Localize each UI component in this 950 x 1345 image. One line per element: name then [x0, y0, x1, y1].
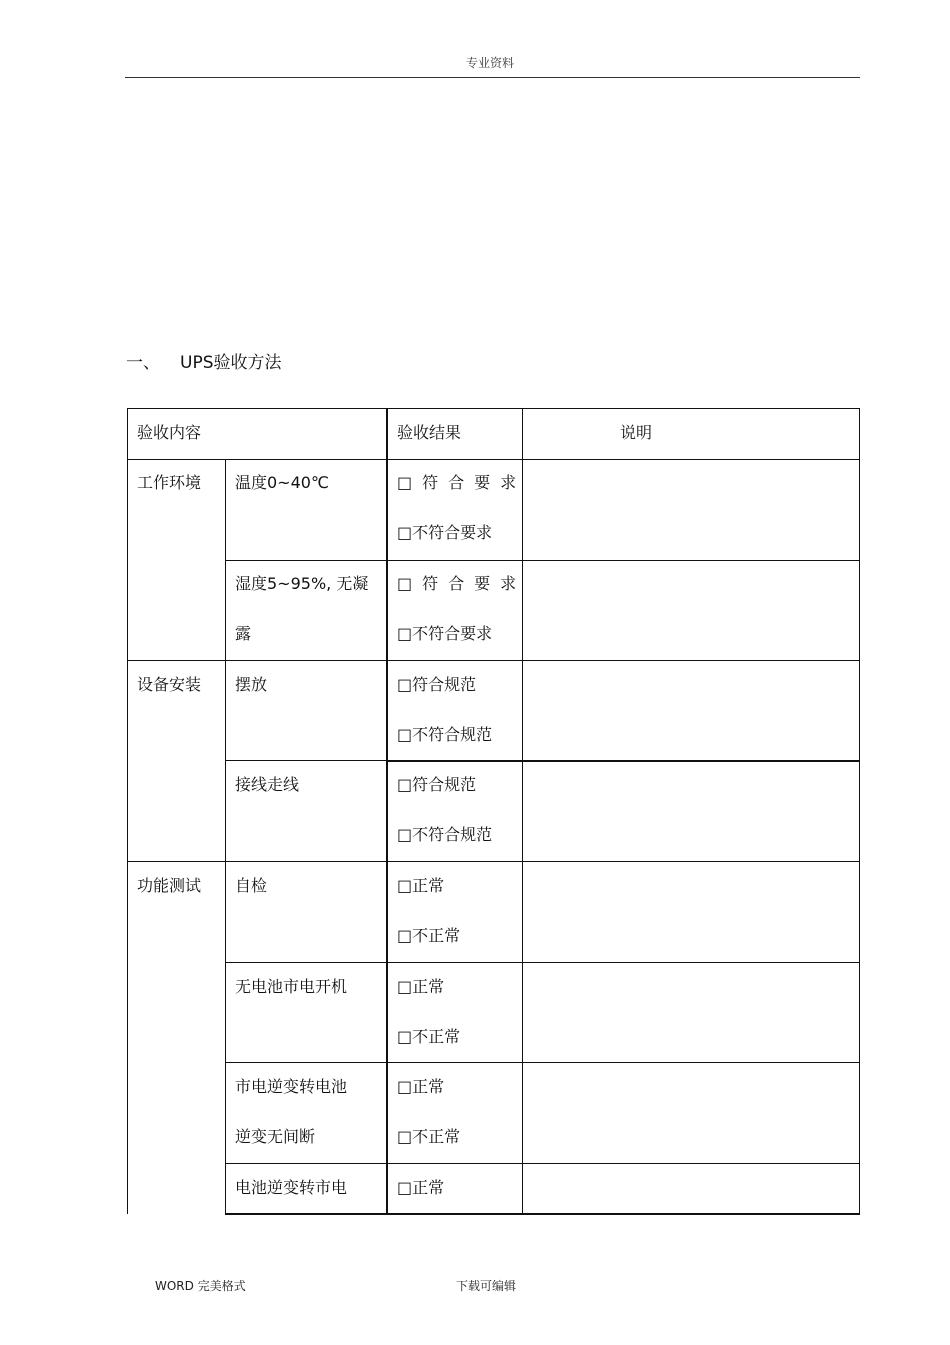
- item-label: 自检: [235, 876, 268, 895]
- result-option: □符合要求: [397, 574, 527, 593]
- group-label: 工作环境: [137, 473, 202, 492]
- result-option: □不符合规范: [397, 825, 493, 844]
- item-label: 露: [235, 624, 252, 643]
- item-label: 逆变无间断: [235, 1127, 316, 1146]
- result-option: □不符合要求: [397, 523, 493, 542]
- footer-center: 下载可编辑: [456, 1279, 517, 1293]
- result-option: □正常: [397, 977, 445, 996]
- result-option: □不符合要求: [397, 624, 493, 643]
- item-label: 无电池市电开机: [235, 977, 348, 996]
- result-option: □符合规范: [397, 775, 477, 794]
- footer-left: WORD 完美格式: [155, 1279, 246, 1293]
- result-option: □不符合规范: [397, 725, 493, 744]
- item-label: 湿度5~95%, 无凝: [235, 574, 369, 593]
- page-header: 专业资料: [465, 56, 514, 70]
- result-option: □正常: [397, 1178, 445, 1197]
- section-title: [126, 348, 282, 373]
- section-number: 一、: [126, 353, 160, 373]
- acceptance-table: [127, 408, 860, 1214]
- result-option: □不正常: [397, 1027, 461, 1046]
- result-option: □正常: [397, 1077, 445, 1096]
- item-label: 电池逆变转市电: [235, 1178, 348, 1197]
- item-label: 温度0~40℃: [235, 473, 329, 492]
- header-result: 验收结果: [397, 423, 462, 442]
- item-label: 接线走线: [235, 775, 300, 794]
- result-option: □符合要求: [397, 473, 527, 492]
- result-option: □正常: [397, 876, 445, 895]
- result-option: □不正常: [397, 1127, 461, 1146]
- item-label: 市电逆变转电池: [235, 1077, 348, 1096]
- header-content: 验收内容: [137, 423, 202, 442]
- result-option: □不正常: [397, 926, 461, 945]
- result-option: □符合规范: [397, 675, 477, 694]
- item-label: 摆放: [235, 675, 268, 694]
- group-label: 功能测试: [137, 876, 202, 895]
- header-rule: [125, 77, 860, 78]
- section-title-text: UPS验收方法: [180, 353, 282, 373]
- group-label: 设备安装: [137, 675, 202, 694]
- header-note: 说明: [620, 423, 653, 442]
